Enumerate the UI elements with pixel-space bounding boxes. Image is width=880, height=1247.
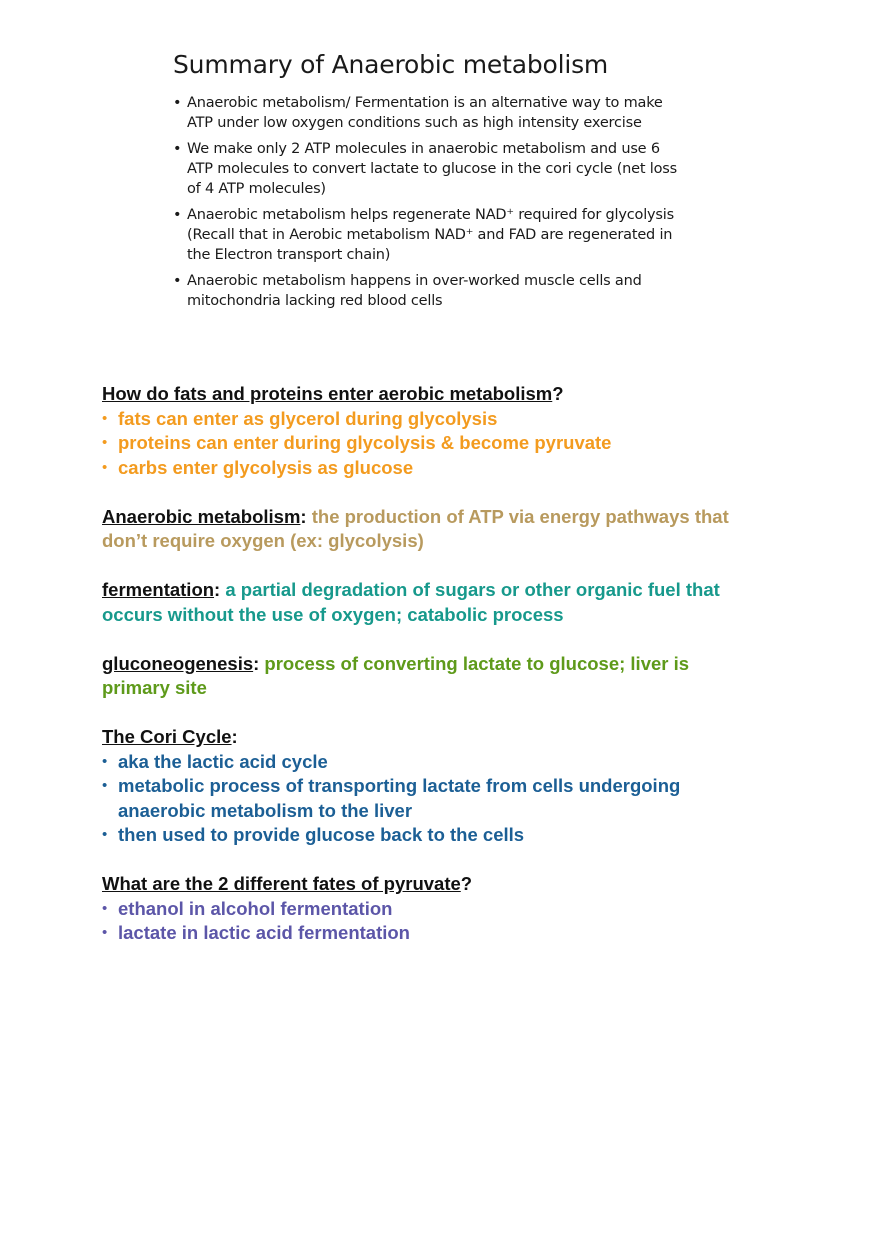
slide-bullet-list — [173, 93, 733, 311]
term: fermentation — [102, 579, 215, 600]
definition: process of converting lactate to glucose; liver is primary site — [102, 652, 690, 698]
list-item: • then used to provide glucose back to the cells — [102, 823, 762, 848]
slide-bullet: • We make only 2 ATP molecules in anaerobic metabolism and use 6 ATP molecules to convert lactate to glucose in the cori cycle (net loss of 4 ATP molecules) — [173, 139, 733, 199]
fermentation-definition: fermentation: a partial degradation of sugars or other organic fuel that occurs without the use of oxygen; catabolic process — [102, 579, 720, 625]
slide-bullet: • Anaerobic metabolism helps regenerate NAD⁺ required for glycolysis (Recall that in Aerobic metabolism NAD⁺ and FAD are regenerated in the Electron transport chain) — [173, 205, 733, 265]
section-heading: What are the 2 different fates of pyruvate? — [102, 873, 473, 894]
fats-proteins-section — [102, 382, 762, 480]
pyruvate-list — [102, 897, 762, 946]
list-item: • fats can enter as glycerol during glycolysis — [102, 407, 762, 432]
list-item: • aka the lactic acid cycle — [102, 750, 762, 775]
slide-bullet: • Anaerobic metabolism/ Fermentation is an alternative way to make ATP under low oxygen conditions such as high intensity exercise — [173, 93, 733, 133]
slide-title: Summary of Anaerobic metabolism — [173, 50, 609, 79]
definition: the production of ATP via energy pathways that don’t require oxygen (ex: glycolysis) — [102, 505, 729, 551]
cori-cycle-section — [102, 725, 762, 848]
definition: a partial degradation of sugars or other organic fuel that occurs without the use of oxygen; catabolic process — [102, 579, 720, 625]
anaerobic-definition: Anaerobic metabolism: the production of ATP via energy pathways that don’t require oxygen (ex: glycolysis) — [102, 505, 729, 551]
section-heading: How do fats and proteins enter aerobic metabolism? — [102, 383, 564, 404]
study-notes — [102, 382, 762, 970]
section-heading: The Cori Cycle: — [102, 726, 238, 747]
list-item: • lactate in lactic acid fermentation — [102, 921, 762, 946]
term: Anaerobic metabolism — [102, 505, 301, 527]
fats-proteins-list — [102, 407, 762, 481]
list-item: • ethanol in alcohol fermentation — [102, 897, 762, 922]
slide-image — [173, 50, 733, 317]
list-item: • carbs enter glycolysis as glucose — [102, 456, 762, 481]
list-item: • proteins can enter during glycolysis & become pyruvate — [102, 431, 762, 456]
slide-bullet: • Anaerobic metabolism happens in over-worked muscle cells and mitochondria lacking red blood cells — [173, 271, 733, 311]
gluconeogenesis-definition: gluconeogenesis: process of converting lactate to glucose; liver is primary site — [102, 652, 690, 698]
pyruvate-section — [102, 872, 762, 946]
cori-cycle-list — [102, 750, 762, 848]
term: gluconeogenesis — [102, 652, 254, 674]
list-item: • metabolic process of transporting lactate from cells undergoing anaerobic metabolism to the liver — [102, 774, 762, 823]
